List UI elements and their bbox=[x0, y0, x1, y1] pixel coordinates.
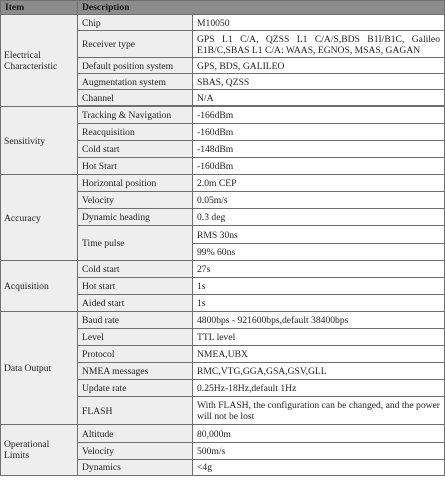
param-value: <4g bbox=[193, 460, 445, 475]
param-label: Protocol bbox=[78, 346, 193, 363]
param-value: GPS, BDS, GALILEO bbox=[193, 58, 445, 74]
param-value: NMEA,UBX bbox=[193, 346, 445, 363]
param-label: Tracking & Navigation bbox=[78, 107, 193, 124]
param-label: Augmentation system bbox=[78, 74, 193, 90]
param-value: With FLASH, the configuration can be changed, and the power will not be lost bbox=[193, 397, 445, 425]
param-label: Cold start bbox=[78, 261, 193, 278]
param-value: GPS L1 C/A, QZSS L1 C/A/S,BDS B1I/B1C, Galileo E1B/C,SBAS L1 C/A: WAAS, EGNOS, MSAS, GAGAN bbox=[193, 31, 445, 58]
section-label-data-output: Data Output bbox=[1, 312, 78, 425]
param-label: Baud rate bbox=[78, 312, 193, 329]
param-label: Horizontal position bbox=[78, 175, 193, 192]
param-value: -160dBm bbox=[193, 124, 445, 141]
param-label: Dynamics bbox=[78, 460, 193, 475]
param-value: -148dBm bbox=[193, 141, 445, 158]
param-value: 4800bps - 921600bps,default 38400bps bbox=[193, 312, 445, 329]
param-label: Level bbox=[78, 329, 193, 346]
table-row bbox=[1, 175, 445, 192]
param-label: Velocity bbox=[78, 443, 193, 460]
param-value: 2.0m CEP bbox=[193, 175, 445, 192]
param-label: Velocity bbox=[78, 192, 193, 209]
param-label: Receiver type bbox=[78, 31, 193, 58]
param-label: Time pulse bbox=[78, 226, 193, 261]
param-label: NMEA messages bbox=[78, 363, 193, 380]
description-column-header: Description bbox=[78, 1, 445, 15]
table-header-row bbox=[1, 1, 445, 15]
section-label-accuracy: Accuracy bbox=[1, 175, 78, 261]
param-value: 99% 60ns bbox=[193, 244, 445, 261]
param-value: SBAS, QZSS bbox=[193, 74, 445, 90]
param-value: 1s bbox=[193, 295, 445, 312]
param-value: -166dBm bbox=[193, 107, 445, 124]
param-label: Hot start bbox=[78, 278, 193, 295]
param-label: Hot Start bbox=[78, 158, 193, 175]
param-value: 0.05m/s bbox=[193, 192, 445, 209]
param-value: 0.3 deg bbox=[193, 209, 445, 226]
param-label: Cold start bbox=[78, 141, 193, 158]
param-label: Altitude bbox=[78, 425, 193, 443]
section-label-sensitivity: Sensitivity bbox=[1, 107, 78, 175]
item-column-header: Item bbox=[1, 1, 78, 15]
param-label: Aided start bbox=[78, 295, 193, 312]
param-label: Update rate bbox=[78, 380, 193, 397]
param-value: M10050 bbox=[193, 15, 445, 31]
param-value: 80,000m bbox=[193, 425, 445, 443]
param-value: -160dBm bbox=[193, 158, 445, 175]
table-row bbox=[1, 107, 445, 124]
param-value: 1s bbox=[193, 278, 445, 295]
param-value: RMS 30ns bbox=[193, 226, 445, 244]
param-value: RMC,VTG,GGA,GSA,GSV,GLL bbox=[193, 363, 445, 380]
section-label-operational-limits: Operational Limits bbox=[1, 425, 78, 475]
table-row bbox=[1, 312, 445, 329]
param-label: Channel bbox=[78, 90, 193, 106]
section-label-acquisition: Acquisition bbox=[1, 261, 78, 312]
table-row bbox=[1, 261, 445, 278]
param-value: 500m/s bbox=[193, 443, 445, 460]
param-value: TTL level bbox=[193, 329, 445, 346]
param-label: Chip bbox=[78, 15, 193, 31]
table-row bbox=[1, 15, 445, 31]
section-label-electrical: Electrical Characteristic bbox=[1, 15, 78, 107]
param-value: 0.25Hz-18Hz,default 1Hz bbox=[193, 380, 445, 397]
param-label: Dynamic heading bbox=[78, 209, 193, 226]
param-label: Reacquisition bbox=[78, 124, 193, 141]
param-label: Default position system bbox=[78, 58, 193, 74]
param-value: 27s bbox=[193, 261, 445, 278]
param-label: FLASH bbox=[78, 397, 193, 425]
table-row bbox=[1, 425, 445, 443]
param-value: N/A bbox=[193, 90, 445, 106]
